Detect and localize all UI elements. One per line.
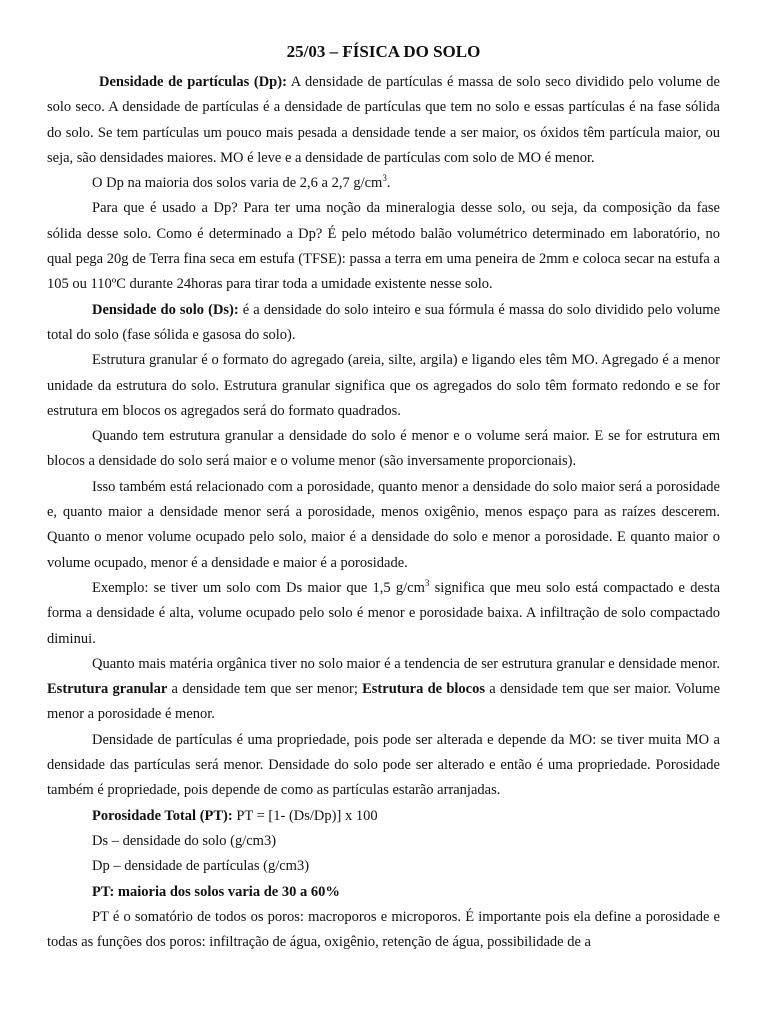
paragraph-porosity-relation: Isso também está relacionado com a porosidade, quanto menor a densidade do solo maior será a porosidade e, quanto maior a densidade menor será a porosidade, menos oxigênio, menos espaço para as raízes descerem. Quanto o menor volume ocupado pelo solo, maior é a densidade do solo e menor a porosidade. E quanto maior o volume ocupado, menor é a densidade e maior é a porosidade. <box>47 478 720 571</box>
superscript: 3 <box>424 578 430 589</box>
paragraph-dp-usage: Para que é usado a Dp? Para ter uma noção da mineralogia desse solo, ou seja, da composição da fase sólida desse solo. Como é determinado a Dp? É pelo método balão volumétrico determinado em laboratório, no qual pega 20g de Terra fina seca em estufa (TFSE): passa a terra em uma peneira de 2mm e coloca secar na estufa a 105 ou 110ºC durante 24horas para tirar toda a umidade existente nesse solo. <box>47 200 720 293</box>
paragraph-text: A densidade de partículas é massa de solo seco dividido pelo volume de solo seco. A densidade de partículas é a densidade de partículas que tem no solo e essas partículas é na fase sólida do solo. Se tem partículas um pouco mais pesada a densidade tende a ser maior, os óxidos têm partícula maior, ou seja, são densidades maiores. MO é leve e a densidade de partículas com solo de MO é menor. <box>47 74 720 166</box>
document-body <box>47 70 720 955</box>
paragraph-pt-range <box>47 880 720 905</box>
paragraph-granular-structure: Estrutura granular é o formato do agregado (areia, silte, argila) e ligando eles têm MO. Agregado é a menor unidade da estrutura do solo. Estrutura granular significa que os agregados do solo têm formato redondo e se for estrutura em blocos os agregados será do formato quadrados. <box>47 352 720 419</box>
term-total-porosity: Porosidade Total (PT): <box>92 807 233 824</box>
paragraph-text-end: significa que meu solo está compactado e desta forma a densidade é alta, volume ocupado pelo solo é menor e porosidade baixa. A infiltração de solo compactado diminui. <box>47 579 720 647</box>
formula-text: PT = [1- (Ds/Dp)] x 100 <box>232 807 378 824</box>
definition-ds: Ds – densidade do solo (g/cm3) <box>92 832 277 849</box>
term-block-structure: Estrutura de blocos <box>362 681 486 698</box>
definition-dp: Dp – densidade de partículas (g/cm3) <box>92 858 310 875</box>
term-particle-density: Densidade de partículas (Dp): <box>99 74 287 90</box>
paragraph-structure-density: Quando tem estrutura granular a densidade do solo é menor e o volume será maior. E se for estrutura em blocos a densidade do solo será maior e o volume menor (são inversamente proporcionais). <box>47 428 720 470</box>
paragraph-text-end: . <box>386 175 391 192</box>
paragraph-pt-definition: PT é o somatório de todos os poros: macroporos e microporos. É importante pois ela define a porosidade e todas as funções dos poros: infiltração de água, oxigênio, retenção de água, possibilidade de a <box>47 908 720 951</box>
paragraph-soil-density <box>47 298 720 349</box>
pt-range-text: PT: maioria dos solos varia de 30 a 60% <box>92 883 340 900</box>
superscript: 3 <box>382 173 387 184</box>
page-title: 25/03 – FÍSICA DO SOLO <box>286 42 481 61</box>
paragraph-particle-density <box>47 70 720 171</box>
paragraph-properties: Densidade de partículas é uma propriedade, pois pode ser alterada e depende da MO: se tiver muita MO a densidade das partículas será menor. Densidade do solo pode ser alterado e então é uma propriedade. Porosidade também é propriedade, pois depende de como as partículas estarão arranjadas. <box>47 731 720 799</box>
paragraph-text: a densidade tem que ser menor; <box>167 681 363 698</box>
paragraph-text: Exemplo: se tiver um solo com Ds maior que 1,5 g/cm <box>92 579 425 596</box>
paragraph-dp-range <box>47 171 720 196</box>
term-granular-structure: Estrutura granular <box>47 681 168 698</box>
paragraph-text: O Dp na maioria dos solos varia de 2,6 a 2,7 g/cm <box>92 175 383 192</box>
paragraph-total-porosity <box>47 804 720 829</box>
paragraph-text: é a densidade do solo inteiro e sua fórmula é massa do solo dividido pelo volume total do solo (fase sólida e gasosa do solo). <box>47 301 720 343</box>
paragraph-text: Quanto mais matéria orgânica tiver no solo maior é a tendencia de ser estrutura granular e densidade menor. <box>92 655 720 672</box>
term-soil-density: Densidade do solo (Ds): <box>92 301 239 318</box>
paragraph-text: a densidade tem que ser maior. Volume menor a porosidade é menor. <box>47 681 721 723</box>
paragraph-example <box>47 576 720 652</box>
paragraph-organic-matter <box>47 652 720 728</box>
